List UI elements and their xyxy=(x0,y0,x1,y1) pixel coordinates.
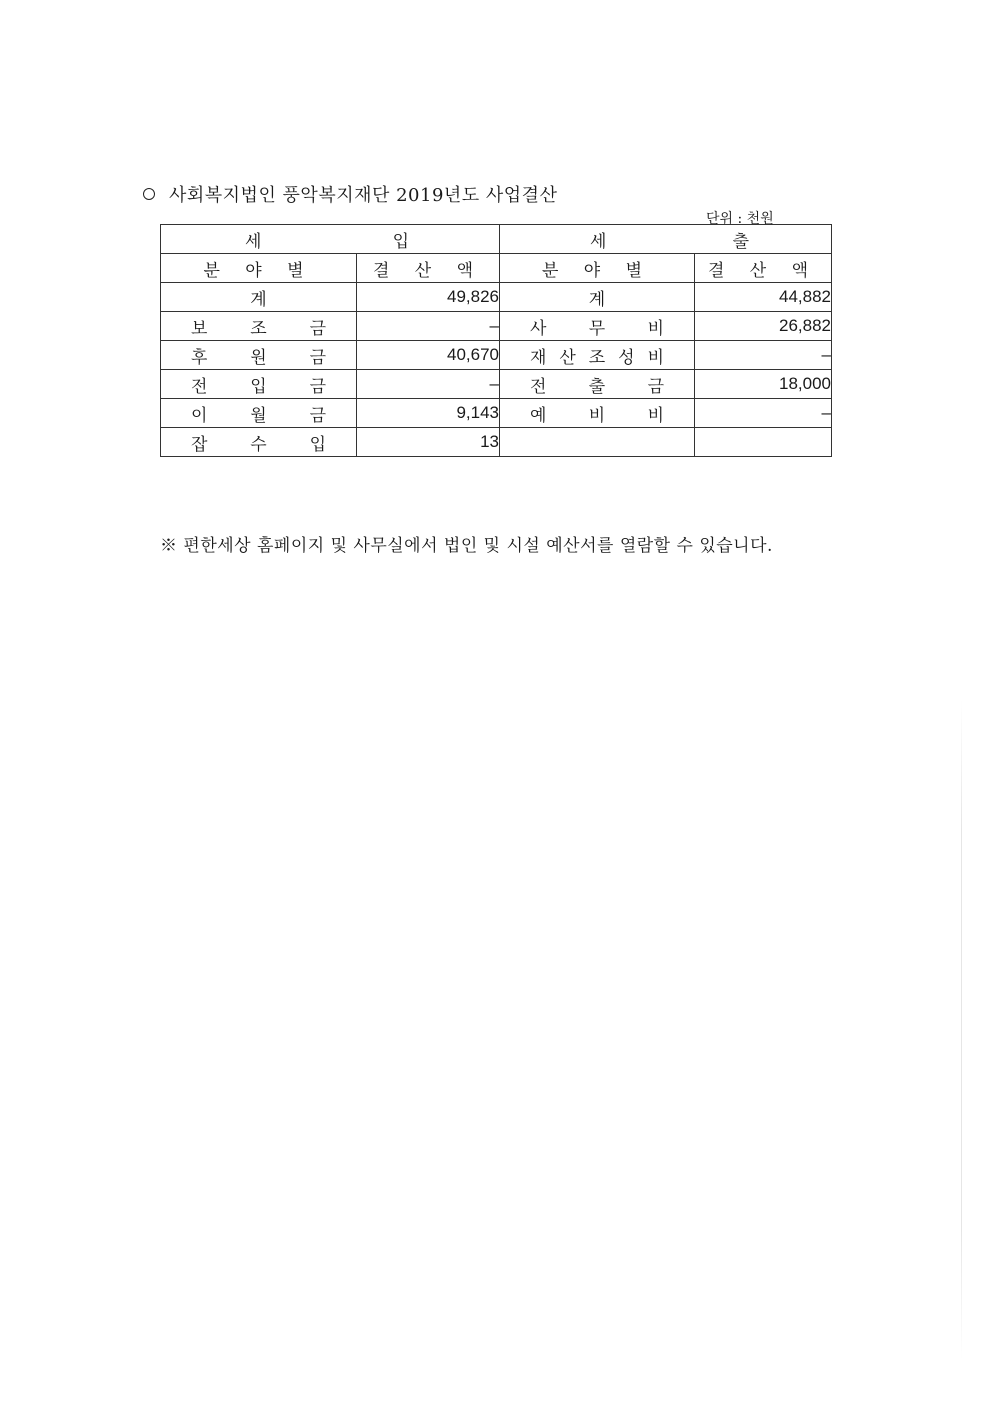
table-row xyxy=(161,370,832,399)
detail-rows xyxy=(161,312,832,457)
revenue-category-cell xyxy=(161,370,357,399)
expenditure-amount-cell xyxy=(695,428,832,457)
revenue-head-left: 세 xyxy=(245,231,262,252)
revenue-category-char: 잡 xyxy=(191,434,208,455)
table-row xyxy=(161,399,832,428)
expenditure-category-cell xyxy=(500,312,695,341)
expenditure-category-char: 예 xyxy=(530,405,547,426)
revenue-total-label: 계 xyxy=(161,283,357,312)
revenue-amount-cell: 9,143 xyxy=(357,399,500,428)
column-header-row xyxy=(161,254,832,283)
revenue-category-char: 전 xyxy=(191,376,208,397)
revenue-category-char: 금 xyxy=(309,318,326,339)
revenue-category-char: 수 xyxy=(250,434,267,455)
expenditure-category-cell xyxy=(500,370,695,399)
expenditure-category-cell xyxy=(500,399,695,428)
footnote: ※ 편한세상 홈페이지 및 사무실에서 법인 및 시설 예산서를 열람할 수 있습니다. xyxy=(160,536,773,556)
expenditure-category-char: 전 xyxy=(530,376,547,397)
revenue-head-right: 입 xyxy=(392,231,409,252)
revenue-amount-cell: – xyxy=(357,370,500,399)
expenditure-category-char: 비 xyxy=(647,347,664,368)
budget-settlement-table xyxy=(160,224,832,457)
document-title xyxy=(143,181,557,207)
revenue-category-cell xyxy=(161,312,357,341)
expenditure-amount-cell: 18,000 xyxy=(695,370,832,399)
expenditure-total-amount: 44,882 xyxy=(695,283,832,312)
revenue-category-char: 보 xyxy=(191,318,208,339)
revenue-category-header: 분 야 별 xyxy=(161,254,357,283)
circle-bullet-icon xyxy=(143,188,155,200)
expenditure-category-header: 분 야 별 xyxy=(500,254,695,283)
expenditure-category-cell xyxy=(500,428,695,457)
expenditure-total-label: 계 xyxy=(500,283,695,312)
title-text: 사회복지법인 풍악복지재단 2019년도 사업결산 xyxy=(169,185,558,206)
revenue-category-char: 후 xyxy=(191,347,208,368)
section-header-row xyxy=(161,225,832,254)
table-row xyxy=(161,312,832,341)
revenue-category-char: 월 xyxy=(250,405,267,426)
revenue-category-cell xyxy=(161,428,357,457)
scan-edge-line xyxy=(961,700,962,1360)
revenue-category-char: 입 xyxy=(309,434,326,455)
expenditure-category-char: 성 xyxy=(618,347,635,368)
expenditure-category-char: 무 xyxy=(588,318,606,339)
revenue-amount-header: 결 산 액 xyxy=(357,254,500,283)
expenditure-amount-cell: 26,882 xyxy=(695,312,832,341)
expenditure-head-right: 출 xyxy=(732,231,749,252)
expenditure-category-char: 재 xyxy=(530,347,547,368)
expenditure-category-char: 산 xyxy=(559,347,576,368)
expenditure-category-char: 출 xyxy=(588,376,606,397)
expenditure-category-char: 조 xyxy=(588,347,606,368)
expenditure-head-left: 세 xyxy=(590,231,607,252)
expenditure-category-char: 비 xyxy=(588,405,606,426)
revenue-amount-cell: – xyxy=(357,312,500,341)
revenue-amount-cell: 13 xyxy=(357,428,500,457)
expenditure-amount-cell: – xyxy=(695,341,832,370)
table-row xyxy=(161,428,832,457)
unit-note: 단위 : 천원 xyxy=(706,211,774,227)
revenue-category-char: 조 xyxy=(250,318,267,339)
expenditure-section-header xyxy=(500,225,832,254)
revenue-section-header xyxy=(161,225,500,254)
expenditure-category-char: 사 xyxy=(530,318,547,339)
expenditure-category-char: 비 xyxy=(647,405,664,426)
table-row xyxy=(161,341,832,370)
expenditure-category-cell xyxy=(500,341,695,370)
expenditure-amount-cell: – xyxy=(695,399,832,428)
revenue-category-char: 이 xyxy=(191,405,208,426)
revenue-category-char: 입 xyxy=(250,376,267,397)
total-row xyxy=(161,283,832,312)
expenditure-category-char: 금 xyxy=(647,376,664,397)
revenue-category-char: 금 xyxy=(309,405,326,426)
revenue-total-amount: 49,826 xyxy=(357,283,500,312)
revenue-category-cell xyxy=(161,399,357,428)
expenditure-amount-header: 결 산 액 xyxy=(695,254,832,283)
revenue-category-char: 원 xyxy=(250,347,267,368)
expenditure-category-char: 비 xyxy=(647,318,664,339)
revenue-category-char: 금 xyxy=(309,347,326,368)
revenue-category-cell xyxy=(161,341,357,370)
revenue-category-char: 금 xyxy=(309,376,326,397)
revenue-amount-cell: 40,670 xyxy=(357,341,500,370)
